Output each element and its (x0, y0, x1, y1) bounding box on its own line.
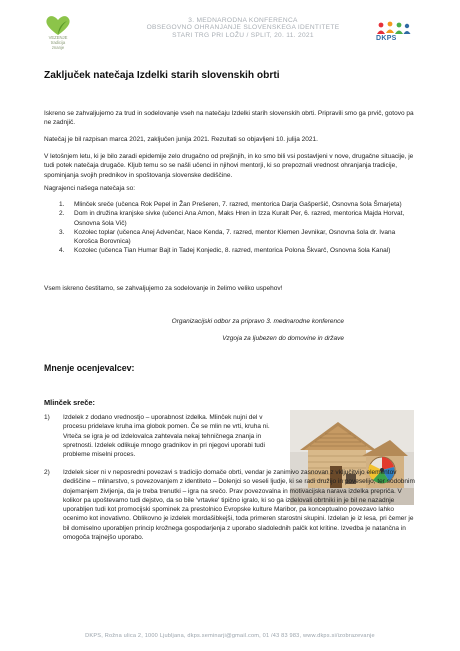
list-item (44, 228, 416, 247)
conference-line-1: 3. MEDNARODNA KONFERENCA (188, 17, 298, 24)
list-item (44, 200, 416, 209)
list-item-text: Kozolec (učenca Tian Humar Bajt in Tadej Konjedic, 8. razred, mentorica Polona Škvarč, Osnovna šola Kanal) (74, 247, 391, 255)
list-item-text: Mlinček sreče (učenca Rok Pepel in Žan Prešeren, 7. razred, mentorica Darja Gašperšič, Osnovna šola Šmarjeta) (74, 201, 402, 208)
evaluation-text: Izdelek z dodano vrednostjo – uporabnost izdelka. Mlinček nujni del v procesu pridelave kruha ima globok pomen. Če se mlin ne vrti, kruha ni. Vrteča se igra je od izdelovalca zahtevala nekaj tehničnega znanja in spretnosti. Izdelek odlikuje mnogo gradnikov in pri njegovi uporabi tudi probleme miselni proces. (63, 414, 270, 459)
list-item (44, 246, 416, 255)
dkps-logo-text: DKPS (376, 35, 397, 42)
conference-line-3: STARI TRG PRI LOŽU / SPLIT, 20. 11. 2021 (172, 31, 314, 39)
evaluation-number: 1) (44, 414, 50, 421)
list-item-text: Kozolec toplar (učenca Anej Advenčar, Nace Kenda, 7. razred, mentor Klemen Jevnikar, Osnovna šola dr. Ivana Korošca Borovnica) (74, 228, 396, 246)
logo-text-line-2: tradicija (50, 40, 66, 45)
closing-paragraph: Vsem iskreno čestitamo, se zahvaljujemo za sodelovanje in želimo veliko uspehov! (44, 285, 283, 292)
conference-line-2: OBSEGOVNO OHRANJANJE SLOVENSKEGA IDENTITETE (146, 24, 340, 32)
signature-line-2: Vzgoja za ljubezen do domovine in države (222, 335, 344, 342)
list-item-number: 3. (59, 228, 65, 236)
evaluations-heading: Mnenje ocenjevalcev: (44, 363, 135, 373)
list-item-number: 1. (59, 201, 65, 208)
logo-text-line-3: znanje (51, 45, 65, 50)
list-item (44, 209, 416, 228)
article-title: Zaključek natečaja Izdelki starih slovenskih obrti (44, 70, 280, 81)
evaluation-subheading: Mlinček sreče: (44, 398, 95, 407)
logo-text-line-1: VEZENJE (48, 35, 68, 40)
winners-intro: Nagrajenci našega natečaja so: (44, 185, 136, 192)
list-item-number: 4. (59, 247, 65, 255)
intro-paragraph: Iskreno se zahvaljujemo za trud in sodelovanje vseh na natečaju Izdelki starih slovenskih obrti. Pripravili smo ga prvič, gotovo pa ne zadnjič. (44, 110, 414, 127)
evaluation-text: Izdelek sicer ni v neposredni povezavi s tradicijo domače obrti, vendar je zanimivo zasnovan z vključitvijo elementov dediščine – mlinarstvo, s povezovanjem z identiteto – Dolenjci so veseli ljudje, ki se radi družijo in poveselijo, ter sodobnim dojemanjem življenja, da je treba trenutki – igra na srečo. Prav povezovalna in motivacijska narava izdelka prepriča. V kolikor pa upoštevamo tudi dejstvo, da so bile 'vrtavke' tipično igralo, ki so ga izdelovali obrtniki in je bil ne nazadnje uporabljen tudi kot promocijski spominek za prestolnico Evropske kulture Maribor, pa konceptualno povezavo lahko ocenimo kot inovativno. Oblikovno je izdelek mordašibkejši, toda primeren starostni skupini. Izdelan je iz lesa, pri čemer je bil domiselno uporabljen princip krožnega gospodarjenja z uporabo sladolednih palčk kot kritine. Izvedba je natančna in omogoča trajnejšo uporabo. (63, 469, 415, 542)
winners-list (44, 200, 416, 256)
evaluation-number: 2) (44, 469, 50, 476)
list-item-number: 2. (59, 210, 65, 218)
context-paragraph: V letošnjem letu, ki je bilo zaradi epidemije zelo drugačno od prejšnjih, in ko smo bili vsi postavljeni v nove, drugačne situacije, je tudi potek natečaja drugače. Kljub temu so se našli učenci in njihovi mentorji, ki so prepoznali vrednost ohranjanja tradicije, spominjanja svojih prednikov in spoštovanja slovenske dediščine. (44, 153, 414, 179)
dates-paragraph: Natečaj je bil razpisan marca 2021, zaključen junija 2021. Rezultati so objavljeni 10. julija 2021. (44, 136, 318, 143)
page-footer: DKPS, Rožna ulica 2, 1000 Ljubljana, dkps.seminarji@gmail.com, 01 /43 83 983, www.dkps.si/izobrazevanje (85, 633, 375, 639)
signature-line-1: Organizacijski odbor za pripravo 3. mednarodne konference (171, 318, 344, 325)
list-item-text: Dom in družina kranjske sivke (učenci Ana Amon, Maks Hren in Izza Kuralt Per, 6. razred, mentorica Majda Horvat, Osnovna šola Vič) (74, 210, 405, 227)
